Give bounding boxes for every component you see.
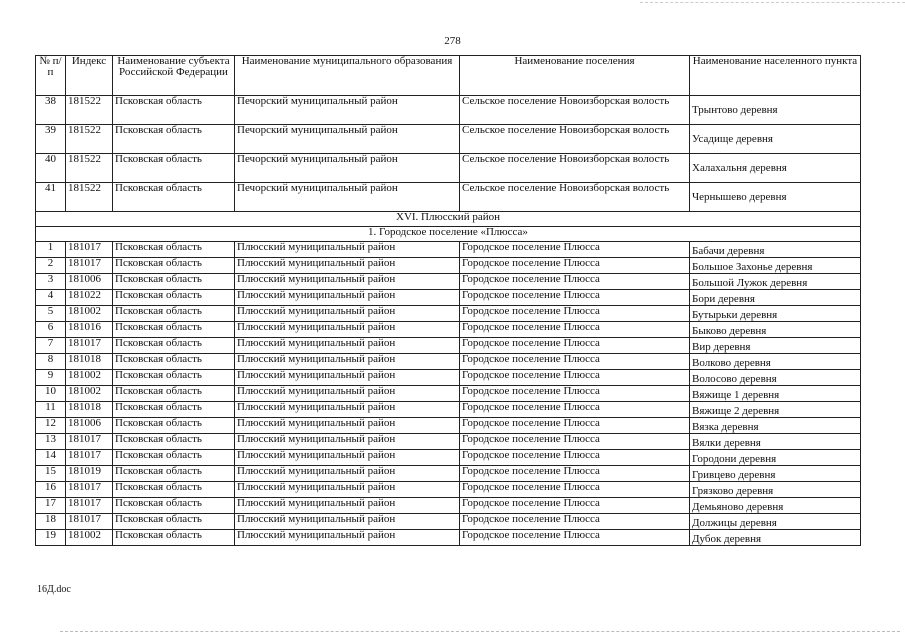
- cell-municipality: Плюсский муниципальный район: [235, 466, 460, 482]
- cell-municipality: Плюсский муниципальный район: [235, 482, 460, 498]
- cell-municipality: Плюсский муниципальный район: [235, 530, 460, 546]
- col-header-index: Индекс: [66, 56, 113, 96]
- cell-municipality: Плюсский муниципальный район: [235, 338, 460, 354]
- table-row: [36, 290, 861, 306]
- cell-settlement: Городское поселение Плюсса: [460, 242, 690, 258]
- table-row: [36, 434, 861, 450]
- cell-subject: Псковская область: [113, 274, 235, 290]
- cell-index: 181022: [66, 290, 113, 306]
- cell-num: 10: [36, 386, 66, 402]
- cell-settlement: Городское поселение Плюсса: [460, 322, 690, 338]
- cell-index: 181017: [66, 434, 113, 450]
- cell-subject: Псковская область: [113, 386, 235, 402]
- cell-subject: Псковская область: [113, 466, 235, 482]
- cell-index: 181017: [66, 450, 113, 466]
- cell-index: 181522: [66, 154, 113, 183]
- table-body-pechory: [36, 96, 861, 212]
- cell-index: 181006: [66, 274, 113, 290]
- section-row-settlement: [36, 227, 861, 242]
- cell-municipality: Плюсский муниципальный район: [235, 370, 460, 386]
- cell-settlement: Городское поселение Плюсса: [460, 466, 690, 482]
- cell-settlement: Городское поселение Плюсса: [460, 418, 690, 434]
- cell-municipality: Плюсский муниципальный район: [235, 402, 460, 418]
- cell-num: 1: [36, 242, 66, 258]
- cell-num: 8: [36, 354, 66, 370]
- cell-num: 15: [36, 466, 66, 482]
- cell-num: 16: [36, 482, 66, 498]
- table-row: [36, 402, 861, 418]
- table-row: [36, 386, 861, 402]
- cell-num: 14: [36, 450, 66, 466]
- cell-municipality: Плюсский муниципальный район: [235, 306, 460, 322]
- cell-subject: Псковская область: [113, 434, 235, 450]
- cell-locality: Волосово деревня: [690, 370, 861, 386]
- cell-municipality: Печорский муниципальный район: [235, 154, 460, 183]
- cell-num: 17: [36, 498, 66, 514]
- cell-settlement: Городское поселение Плюсса: [460, 370, 690, 386]
- table-row: [36, 418, 861, 434]
- cell-num: 2: [36, 258, 66, 274]
- cell-locality: Вир деревня: [690, 338, 861, 354]
- cell-municipality: Плюсский муниципальный район: [235, 386, 460, 402]
- cell-subject: Псковская область: [113, 450, 235, 466]
- cell-locality: Дубок деревня: [690, 530, 861, 546]
- table-row: [36, 258, 861, 274]
- cell-num: 13: [36, 434, 66, 450]
- cell-locality: Гривцево деревня: [690, 466, 861, 482]
- cell-locality: Вяжище 2 деревня: [690, 402, 861, 418]
- cell-num: 9: [36, 370, 66, 386]
- cell-locality: Демьяново деревня: [690, 498, 861, 514]
- cell-subject: Псковская область: [113, 96, 235, 125]
- table-row: [36, 354, 861, 370]
- cell-municipality: Печорский муниципальный район: [235, 125, 460, 154]
- table-row: [36, 370, 861, 386]
- cell-subject: Псковская область: [113, 530, 235, 546]
- cell-index: 181002: [66, 530, 113, 546]
- cell-num: 7: [36, 338, 66, 354]
- cell-municipality: Плюсский муниципальный район: [235, 514, 460, 530]
- cell-municipality: Печорский муниципальный район: [235, 96, 460, 125]
- cell-index: 181018: [66, 402, 113, 418]
- cell-index: 181017: [66, 482, 113, 498]
- cell-settlement: Сельское поселение Новоизборская волость: [460, 154, 690, 183]
- cell-index: 181002: [66, 370, 113, 386]
- table-row: [36, 306, 861, 322]
- cell-subject: Псковская область: [113, 125, 235, 154]
- locality-registry-table: [35, 55, 861, 546]
- cell-index: 181019: [66, 466, 113, 482]
- cell-locality: Большое Захонье деревня: [690, 258, 861, 274]
- table-row: [36, 274, 861, 290]
- cell-subject: Псковская область: [113, 306, 235, 322]
- cell-subject: Псковская область: [113, 482, 235, 498]
- section-settlement-title: 1. Городское поселение «Плюсса»: [36, 227, 861, 242]
- cell-locality: Бори деревня: [690, 290, 861, 306]
- cell-settlement: Городское поселение Плюсса: [460, 386, 690, 402]
- col-header-subject: Наименование субъекта Российской Федерации: [113, 56, 235, 96]
- cell-locality: Городони деревня: [690, 450, 861, 466]
- cell-locality: Трынтово деревня: [690, 96, 861, 125]
- cell-index: 181018: [66, 354, 113, 370]
- cell-settlement: Городское поселение Плюсса: [460, 274, 690, 290]
- cell-index: 181522: [66, 183, 113, 212]
- cell-municipality: Плюсский муниципальный район: [235, 450, 460, 466]
- cell-num: 19: [36, 530, 66, 546]
- cell-subject: Псковская область: [113, 154, 235, 183]
- cell-settlement: Городское поселение Плюсса: [460, 514, 690, 530]
- cell-subject: Псковская область: [113, 402, 235, 418]
- cell-subject: Псковская область: [113, 290, 235, 306]
- cell-num: 3: [36, 274, 66, 290]
- cell-index: 181017: [66, 338, 113, 354]
- cell-locality: Большой Лужок деревня: [690, 274, 861, 290]
- cell-locality: Волково деревня: [690, 354, 861, 370]
- cell-index: 181002: [66, 306, 113, 322]
- cell-subject: Псковская область: [113, 183, 235, 212]
- table-row: [36, 242, 861, 258]
- table-body-plyussa: [36, 242, 861, 546]
- footer-filename: 16Д.doc: [37, 584, 71, 595]
- section-row-district: [36, 212, 861, 227]
- cell-num: 4: [36, 290, 66, 306]
- cell-settlement: Сельское поселение Новоизборская волость: [460, 183, 690, 212]
- cell-municipality: Печорский муниципальный район: [235, 183, 460, 212]
- scan-artifact-line-top: [640, 2, 905, 3]
- cell-index: 181016: [66, 322, 113, 338]
- cell-locality: Чернышево деревня: [690, 183, 861, 212]
- col-header-num: № п/п: [36, 56, 66, 96]
- cell-subject: Псковская область: [113, 418, 235, 434]
- table-row: [36, 96, 861, 125]
- cell-locality: Вязка деревня: [690, 418, 861, 434]
- cell-subject: Псковская область: [113, 514, 235, 530]
- cell-settlement: Городское поселение Плюсса: [460, 306, 690, 322]
- cell-settlement: Городское поселение Плюсса: [460, 498, 690, 514]
- table-row: [36, 498, 861, 514]
- table-header-row: [36, 56, 861, 96]
- cell-subject: Псковская область: [113, 322, 235, 338]
- cell-settlement: Городское поселение Плюсса: [460, 338, 690, 354]
- table-row: [36, 450, 861, 466]
- table-row: [36, 338, 861, 354]
- cell-num: 39: [36, 125, 66, 154]
- cell-subject: Псковская область: [113, 242, 235, 258]
- cell-locality: Халахальня деревня: [690, 154, 861, 183]
- cell-subject: Псковская область: [113, 338, 235, 354]
- cell-num: 6: [36, 322, 66, 338]
- cell-locality: Грязково деревня: [690, 482, 861, 498]
- table-row: [36, 183, 861, 212]
- cell-settlement: Городское поселение Плюсса: [460, 290, 690, 306]
- cell-num: 11: [36, 402, 66, 418]
- cell-subject: Псковская область: [113, 370, 235, 386]
- col-header-municipality: Наименование муниципального образования: [235, 56, 460, 96]
- cell-num: 41: [36, 183, 66, 212]
- table-row: [36, 466, 861, 482]
- cell-settlement: Городское поселение Плюсса: [460, 258, 690, 274]
- cell-index: 181006: [66, 418, 113, 434]
- cell-municipality: Плюсский муниципальный район: [235, 322, 460, 338]
- cell-locality: Вялки деревня: [690, 434, 861, 450]
- cell-subject: Псковская область: [113, 498, 235, 514]
- table-row: [36, 530, 861, 546]
- cell-municipality: Плюсский муниципальный район: [235, 258, 460, 274]
- cell-locality: Бабачи деревня: [690, 242, 861, 258]
- cell-locality: Должицы деревня: [690, 514, 861, 530]
- col-header-locality: Наименование населенного пункта: [690, 56, 861, 96]
- cell-settlement: Сельское поселение Новоизборская волость: [460, 96, 690, 125]
- cell-index: 181002: [66, 386, 113, 402]
- table-row: [36, 514, 861, 530]
- section-district-title: XVI. Плюсский район: [36, 212, 861, 227]
- cell-num: 40: [36, 154, 66, 183]
- cell-index: 181017: [66, 498, 113, 514]
- cell-settlement: Городское поселение Плюсса: [460, 482, 690, 498]
- cell-locality: Быково деревня: [690, 322, 861, 338]
- cell-locality: Усадище деревня: [690, 125, 861, 154]
- col-header-settlement: Наименование поселения: [460, 56, 690, 96]
- cell-municipality: Плюсский муниципальный район: [235, 290, 460, 306]
- cell-index: 181017: [66, 242, 113, 258]
- cell-municipality: Плюсский муниципальный район: [235, 354, 460, 370]
- cell-index: 181522: [66, 125, 113, 154]
- cell-index: 181522: [66, 96, 113, 125]
- cell-num: 18: [36, 514, 66, 530]
- cell-num: 5: [36, 306, 66, 322]
- cell-settlement: Сельское поселение Новоизборская волость: [460, 125, 690, 154]
- cell-subject: Псковская область: [113, 258, 235, 274]
- cell-subject: Псковская область: [113, 354, 235, 370]
- cell-municipality: Плюсский муниципальный район: [235, 498, 460, 514]
- table-row: [36, 125, 861, 154]
- cell-num: 38: [36, 96, 66, 125]
- cell-municipality: Плюсский муниципальный район: [235, 434, 460, 450]
- cell-municipality: Плюсский муниципальный район: [235, 274, 460, 290]
- page-number: 278: [444, 35, 461, 47]
- table-row: [36, 154, 861, 183]
- cell-num: 12: [36, 418, 66, 434]
- cell-settlement: Городское поселение Плюсса: [460, 450, 690, 466]
- cell-index: 181017: [66, 258, 113, 274]
- cell-settlement: Городское поселение Плюсса: [460, 434, 690, 450]
- cell-locality: Бутырьки деревня: [690, 306, 861, 322]
- table-row: [36, 482, 861, 498]
- scan-artifact-line-bottom: [60, 631, 900, 632]
- cell-index: 181017: [66, 514, 113, 530]
- cell-municipality: Плюсский муниципальный район: [235, 418, 460, 434]
- cell-settlement: Городское поселение Плюсса: [460, 354, 690, 370]
- cell-settlement: Городское поселение Плюсса: [460, 530, 690, 546]
- cell-settlement: Городское поселение Плюсса: [460, 402, 690, 418]
- cell-locality: Вяжище 1 деревня: [690, 386, 861, 402]
- cell-municipality: Плюсский муниципальный район: [235, 242, 460, 258]
- table-row: [36, 322, 861, 338]
